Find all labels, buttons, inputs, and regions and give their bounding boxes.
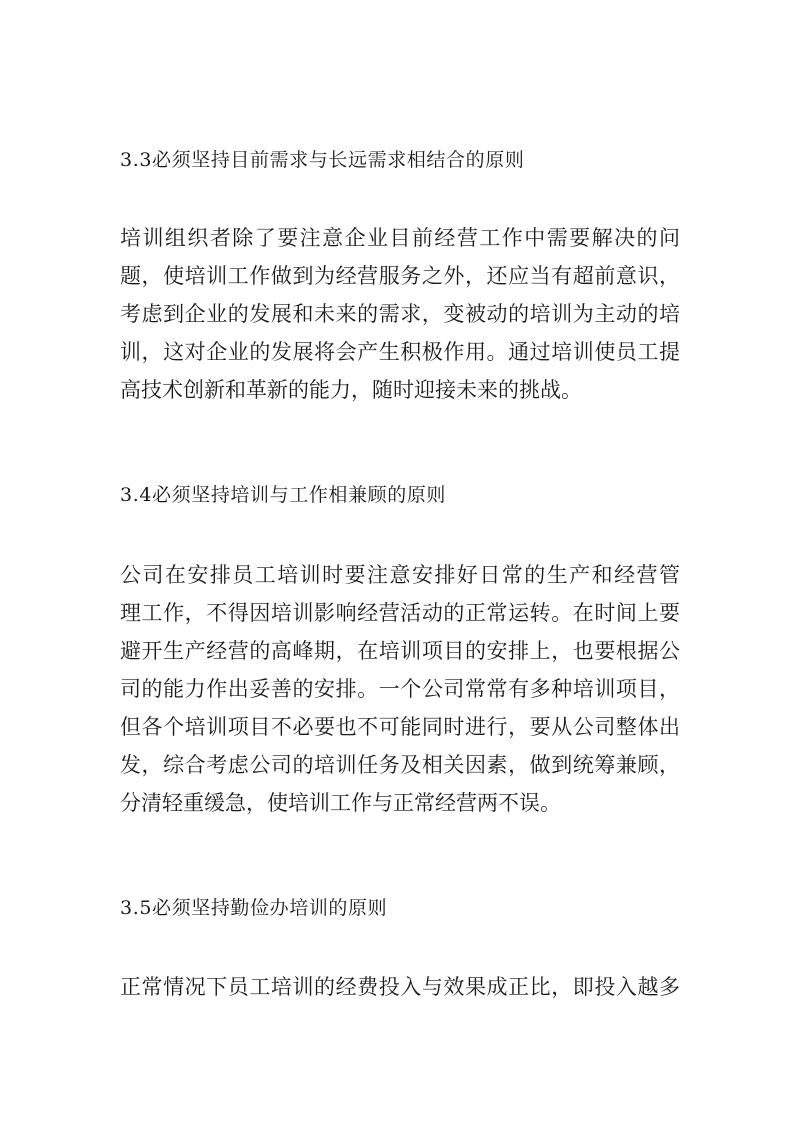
paragraph-line: 考虑到企业的发展和未来的需求，变被动的培训为主动的培 (120, 302, 680, 326)
paragraph-line: 司的能力作出妥善的安排。一个公司常常有多种培训项目， (120, 677, 680, 701)
paragraph-3-3 (120, 226, 680, 416)
paragraph-line: 发，综合考虑公司的培训任务及相关因素，做到统筹兼顾， (120, 753, 680, 777)
paragraph-line: 训，这对企业的发展将会产生积极作用。通过培训使员工提 (120, 340, 680, 364)
paragraph-line: 正常情况下员工培训的经费投入与效果成正比，即投入越多 (120, 975, 680, 999)
paragraph-3-5 (120, 975, 680, 1013)
paragraph-line: 题，使培训工作做到为经营服务之外，还应当有超前意识， (120, 264, 680, 288)
paragraph-line: 理工作，不得因培训影响经营活动的正常运转。在时间上要 (120, 601, 680, 625)
paragraph-line: 避开生产经营的高峰期，在培训项目的安排上，也要根据公 (120, 639, 680, 663)
section-heading-3-5: 3.5必须坚持勤俭办培训的原则 (120, 897, 388, 919)
section-heading-3-3: 3.3必须坚持目前需求与长远需求相结合的原则 (120, 149, 525, 171)
paragraph-line: 高技术创新和革新的能力，随时迎接未来的挑战。 (120, 378, 582, 402)
section-heading-3-4: 3.4必须坚持培训与工作相兼顾的原则 (120, 484, 447, 506)
paragraph-3-4 (120, 563, 680, 829)
paragraph-line: 公司在安排员工培训时要注意安排好日常的生产和经营管 (120, 563, 680, 587)
paragraph-line: 但各个培训项目不必要也不可能同时进行，要从公司整体出 (120, 715, 680, 739)
paragraph-line: 培训组织者除了要注意企业目前经营工作中需要解决的问 (120, 226, 680, 250)
paragraph-line: 分清轻重缓急，使培训工作与正常经营两不误。 (120, 791, 561, 815)
